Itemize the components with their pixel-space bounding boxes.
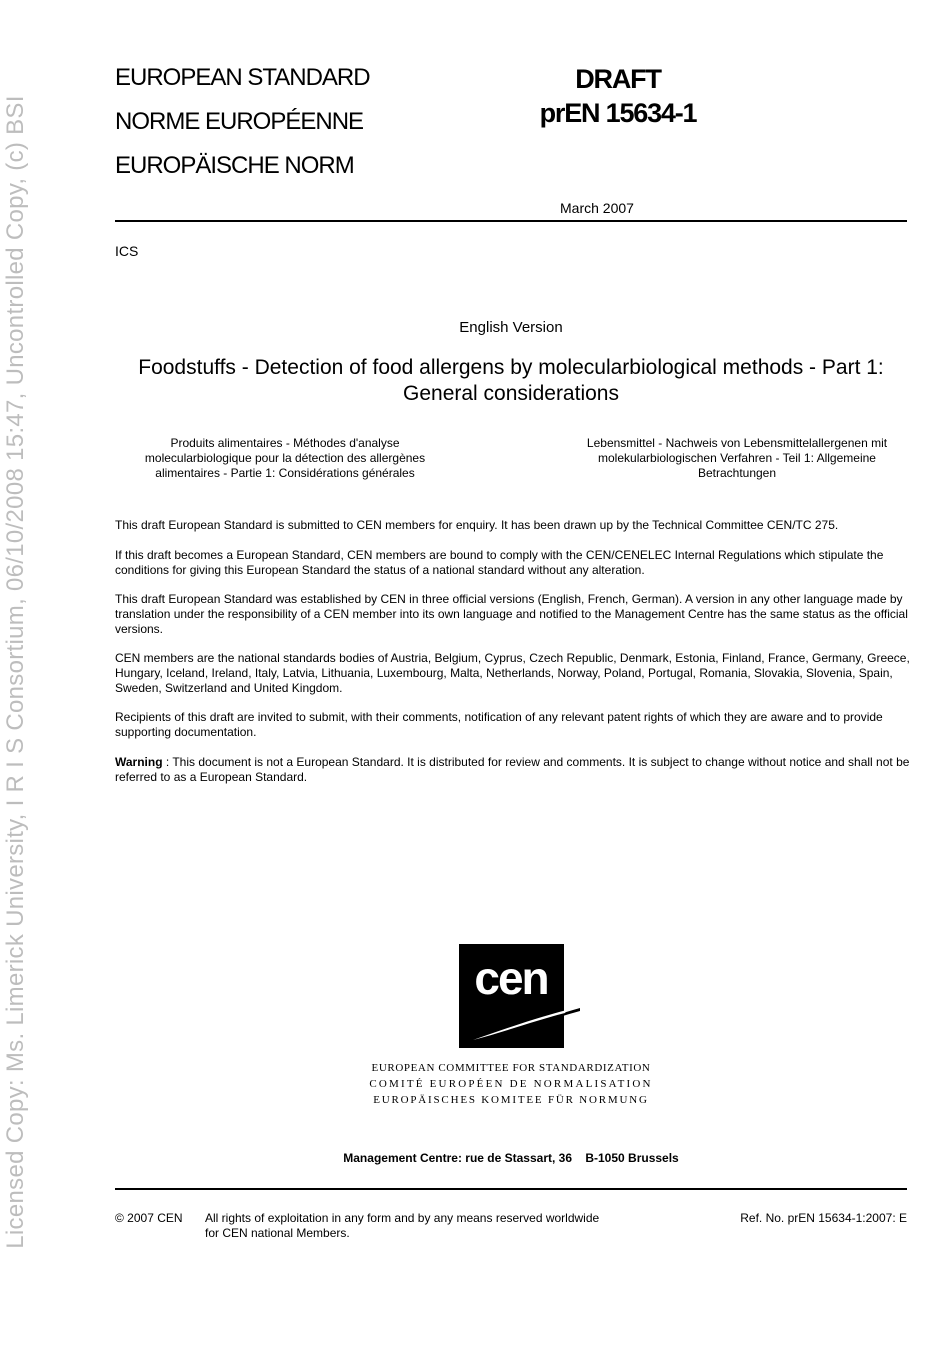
warning-text: : This document is not a European Standard. It is distributed for review and comments. It is subject to change without notice and shall not be referred to as a European Standard.: [115, 755, 910, 784]
ics-label: ICS: [115, 243, 139, 259]
document-title: Foodstuffs - Detection of food allergens by molecularbiological methods - Part 1: General considerations: [138, 356, 884, 405]
paragraph-members: CEN members are the national standards bodies of Austria, Belgium, Cyprus, Czech Republic, Denmark, Estonia, Finland, France, Germany, Greece, Hungary, Iceland, Ireland, Italy, Latvia, Lithuania, Luxembourg, Malta, Netherlands, Norway, Poland, Portugal, Romania, Slovakia, Slovenia, Spain, Sweden, Switzerland and United Kingdom.: [115, 651, 910, 695]
committee-name-en: EUROPEAN COMMITTEE FOR STANDARDIZATION: [371, 1062, 651, 1074]
warning-paragraph: [115, 755, 910, 785]
committee-name-fr: COMITÉ EUROPÉEN DE NORMALISATION: [369, 1078, 653, 1090]
rights-statement: All rights of exploitation in any form and by any means reserved worldwide for CEN national Members.: [205, 1211, 600, 1240]
management-centre-address: Management Centre: rue de Stassart, 36 B-1050 Brussels: [343, 1151, 679, 1165]
publication-date: March 2007: [560, 200, 634, 216]
paragraph-enquiry: This draft European Standard is submitted to CEN members for enquiry. It has been drawn up by the Technical Committee CEN/TC 275.: [115, 518, 839, 532]
license-watermark: Licensed Copy: Ms. Limerick University, I R I S Consortium, 06/10/2008 15:47, Uncontrolled Copy, (c) BSI: [2, 95, 29, 1249]
standard-name-en: EUROPEAN STANDARD: [115, 64, 370, 91]
draft-label: DRAFT: [575, 64, 661, 94]
standard-name-de: EUROPÄISCHE NORM: [115, 152, 354, 179]
warning-label: Warning: [115, 755, 163, 769]
header-divider: [115, 220, 907, 222]
paragraph-patents: Recipients of this draft are invited to submit, with their comments, notification of any relevant patent rights of which they are aware and to provide supporting documentation.: [115, 710, 883, 739]
french-title: Produits alimentaires - Méthodes d'analyse molecularbiologique pour la détection des allergènes alimentaires - Partie 1: Considérations générales: [144, 436, 426, 480]
reference-number: Ref. No. prEN 15634-1:2007: E: [740, 1211, 907, 1225]
draft-number: prEN 15634-1: [539, 98, 697, 128]
copyright-notice: © 2007 CEN: [115, 1211, 183, 1225]
standard-name-fr: NORME EUROPÉENNE: [115, 108, 364, 135]
draft-designation: [533, 62, 703, 130]
paragraph-compliance: If this draft becomes a European Standard, CEN members are bound to comply with the CEN/CENELEC Internal Regulations which stipulate the conditions for giving this European Standard the status of a national standard without any alteration.: [115, 548, 884, 577]
version-label: English Version: [459, 319, 563, 336]
footer-divider: [115, 1188, 907, 1190]
paragraph-versions: This draft European Standard was established by CEN in three official versions (English, French, German). A version in any other language made by translation under the responsibility of a CEN member into its own language and notified to the Management Centre has the same status as the official versions.: [115, 592, 908, 636]
german-title: Lebensmittel - Nachweis von Lebensmittelallergenen mit molekularbiologischen Verfahren - Teil 1: Allgemeine Betrachtungen: [586, 436, 888, 480]
cen-logo-text: cen: [474, 952, 548, 1004]
committee-name-de: EUROPÄISCHES KOMITEE FÜR NORMUNG: [373, 1094, 649, 1106]
cen-logo-icon: [459, 944, 580, 1048]
